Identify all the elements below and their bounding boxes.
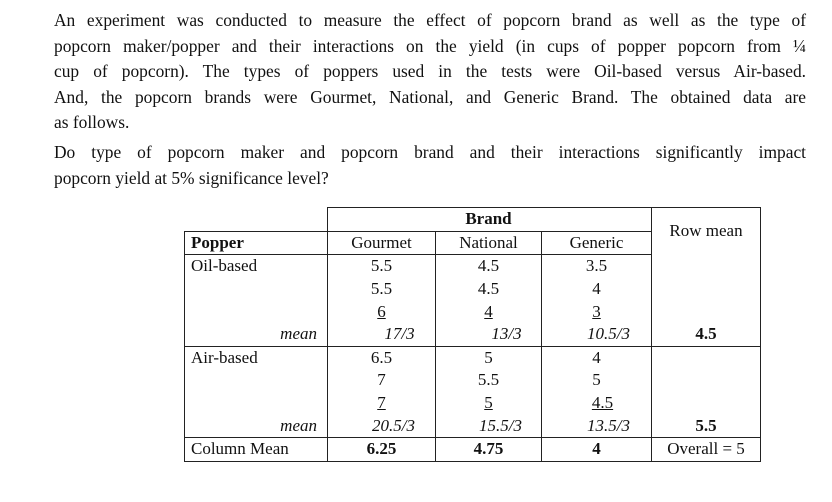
- air-mean-label: mean: [185, 414, 328, 437]
- table-cell: 6: [377, 301, 386, 321]
- air-row-mean: 5.5: [652, 414, 761, 437]
- national-column-mean: 4.75: [436, 437, 542, 461]
- popcorn-yield-table: [184, 207, 761, 462]
- air-gourmet-mean: 20.5/3: [372, 415, 415, 435]
- air-national-mean: 15.5/3: [479, 415, 522, 435]
- column-mean-label: Column Mean: [185, 437, 328, 461]
- generic-column-mean: 4: [542, 437, 652, 461]
- table-cell: 4: [542, 278, 652, 301]
- table-cell: 5.5: [436, 369, 542, 392]
- table-cell: 4.5: [591, 393, 614, 413]
- row-mean-header: Row mean: [652, 208, 761, 255]
- table-cell: 5: [542, 369, 652, 392]
- air-generic-mean: 13.5/3: [587, 415, 630, 435]
- table-cell: 7: [377, 393, 386, 413]
- brand-gourmet-header: Gourmet: [328, 231, 436, 255]
- overall-mean: Overall = 5: [652, 437, 761, 461]
- oil-generic-mean: 10.5/3: [587, 324, 630, 344]
- problem-intro: [54, 8, 806, 136]
- table-cell: 7: [328, 369, 436, 392]
- intro-line: An experiment was conducted to measure the effect of popcorn brand as well as the type of: [54, 10, 806, 30]
- intro-line: popcorn maker/popper and their interactions on the yield (in cups of popper popcorn from ¼: [54, 35, 806, 56]
- table-cell: 4.5: [436, 278, 542, 301]
- table-cell: 4: [484, 301, 493, 321]
- table-cell: 3: [592, 301, 601, 321]
- intro-line: And, the popcorn brands were Gourmet, National, and Generic Brand. The obtained data are: [54, 86, 806, 107]
- table-cell: 6.5: [328, 346, 436, 369]
- oil-national-mean: 13/3: [491, 324, 522, 344]
- intro-line: cup of popcorn). The types of poppers used in the tests were Oil-based versus Air-based.: [54, 61, 806, 81]
- table-cell: 3.5: [542, 255, 652, 278]
- question-line: Do type of popcorn maker and popcorn brand and their interactions significantly impact: [54, 142, 806, 162]
- table-cell: 5: [436, 346, 542, 369]
- popper-header: Popper: [185, 231, 328, 255]
- oil-based-label: Oil-based: [185, 255, 328, 278]
- intro-line: as follows.: [54, 112, 130, 132]
- brand-header: Brand: [436, 208, 542, 232]
- table-cell: 4: [542, 346, 652, 369]
- table-cell: 5.5: [328, 255, 436, 278]
- gourmet-column-mean: 6.25: [328, 437, 436, 461]
- brand-national-header: National: [436, 231, 542, 255]
- oil-gourmet-mean: 17/3: [384, 324, 415, 344]
- table-cell: 5: [484, 393, 493, 413]
- air-based-label: Air-based: [185, 346, 328, 369]
- oil-row-mean: 4.5: [652, 323, 761, 346]
- problem-question: [54, 140, 806, 191]
- table-cell: 4.5: [436, 255, 542, 278]
- table-cell: 5.5: [328, 278, 436, 301]
- brand-generic-header: Generic: [542, 231, 652, 255]
- oil-mean-label: mean: [185, 323, 328, 346]
- question-line: popcorn yield at 5% significance level?: [54, 167, 329, 188]
